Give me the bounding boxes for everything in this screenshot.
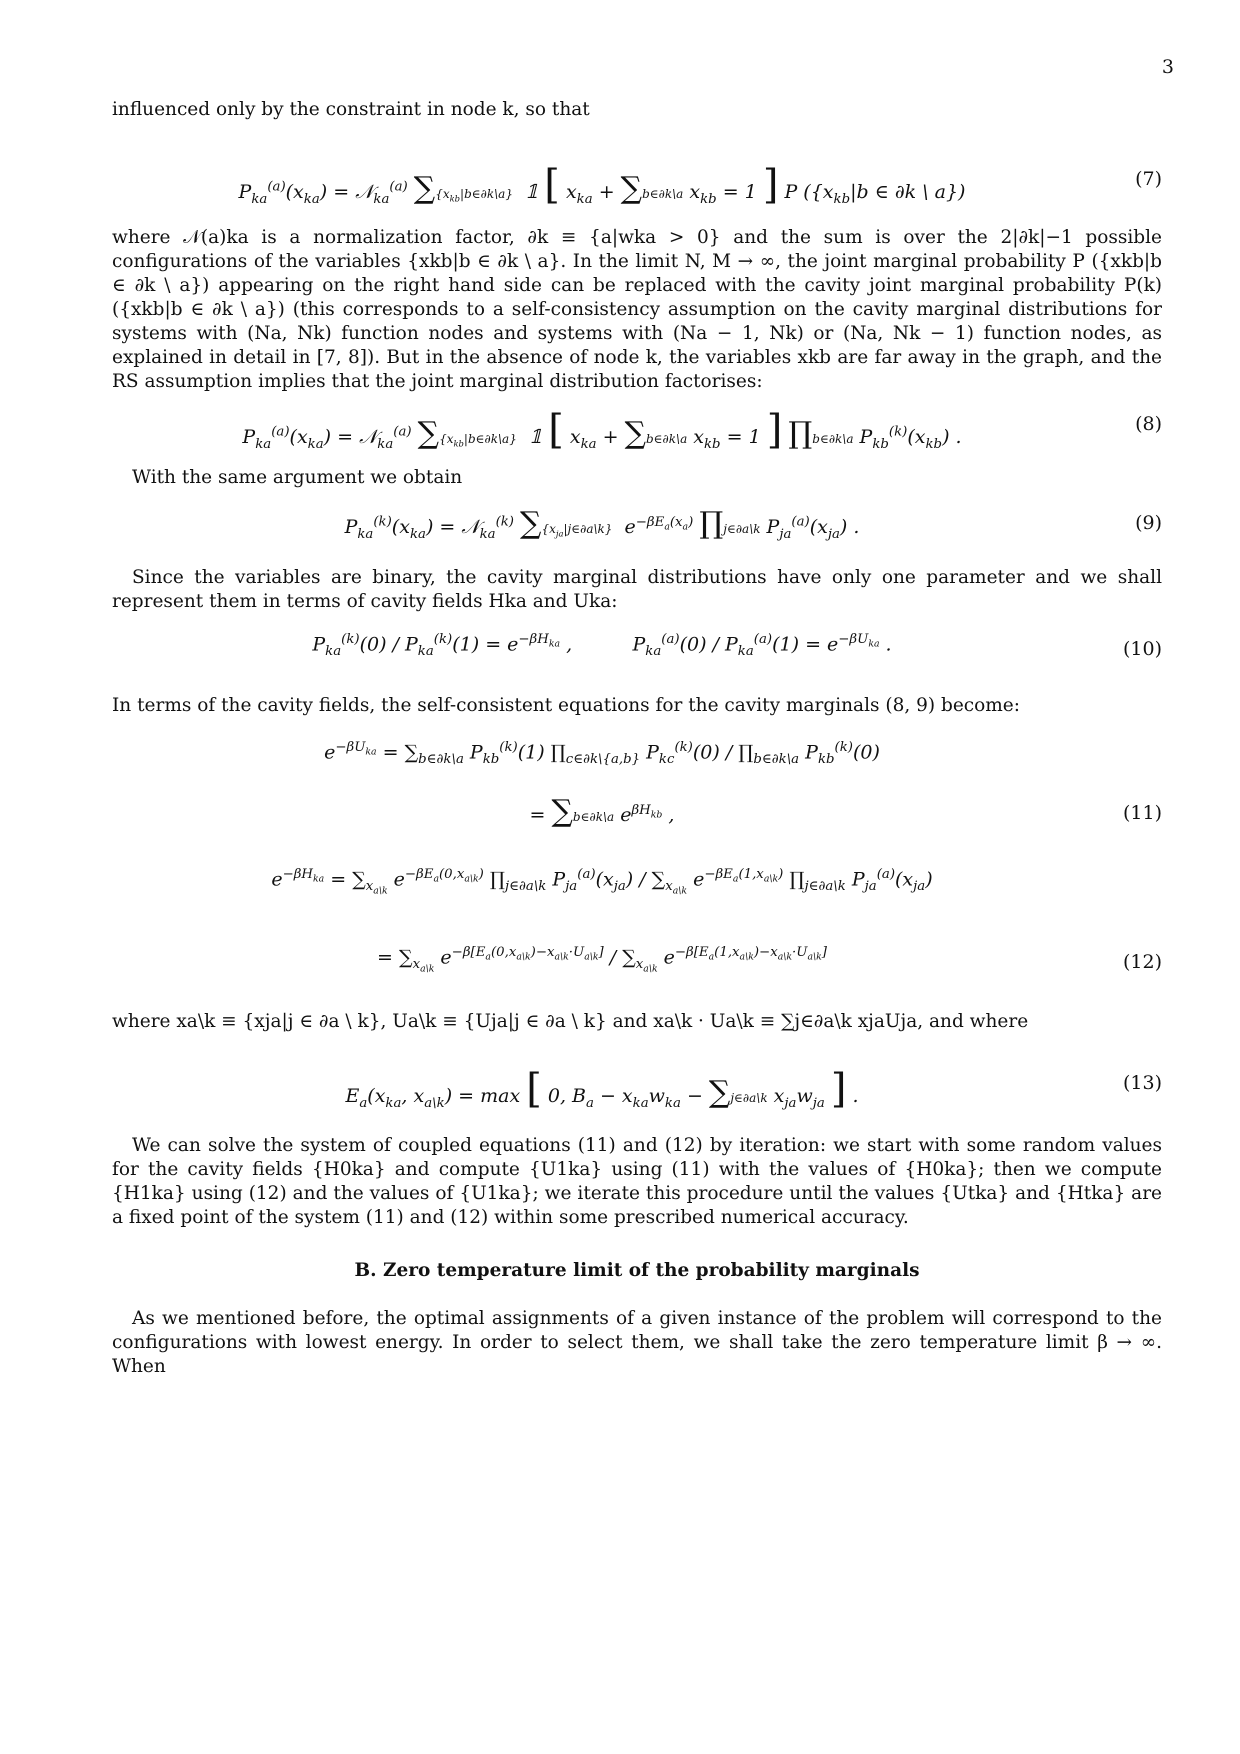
paragraph-iteration: We can solve the system of coupled equations (11) and (12) by iteration: we start with some random values for the cavity fields {H0ka} and compute {U1ka} using (11) with the values of {H0ka}; then we compute {H1ka} using (12) and the values of {U1ka}; we iterate this procedure until the values {Utka} and {Htka} are a fixed point of the system (11) and (12) within some prescribed numerical accuracy. (112, 1135, 1162, 1228)
equation-8 (112, 395, 1162, 465)
equation-10-body: $P_{ka}^{(k)}(0) / P_{ka}^{(k)}(1) = e^{-\beta H_{ka}}$ , $P_{ka}^{(a)}(0) / P_{ka}^{(a)}(1) = e^{-\beta U_{ka}}$ . (312, 632, 892, 660)
equation-11-line-1: $e^{-\beta U_{ka}} = \sum_{b\in\partial k\backslash a}$ $P_{kb}^{(k)}(1)$ $\prod_{c\in\partial k\backslash\{a,b\}}$ $P_{kc}^{(k)}(0)$ / $\prod_{b\in\partial k\backslash a}$ $P_{kb}^{(k)}(0)$ (324, 740, 880, 768)
equation-12 (112, 855, 1162, 1005)
equation-12-number: (12) (1122, 951, 1162, 973)
equation-13-number: (13) (1122, 1072, 1162, 1094)
equation-10 (112, 622, 1162, 688)
equation-13 (112, 1050, 1162, 1130)
paragraph-cavity-fields: In terms of the cavity fields, the self-consistent equations for the cavity marginals (8, 9) become: (112, 695, 1020, 716)
equation-9-number: (9) (1135, 512, 1162, 534)
equation-7-body: $P_{ka}^{(a)}(x_{ka})$ = 𝒩$_{ka}^{(a)}$ $\sum\{x_{kb}|b\in\partial k\backslash a\}$ 𝟙 [ $x_{ka}$ + ∑b∈∂k\a $x_{kb} = 1$ ] P ({$x_{kb}|b$ ∈ ∂k \ a}) (238, 162, 966, 208)
equation-11-number: (11) (1122, 802, 1162, 824)
equation-12-line-2: = $\sum_{x_{a\backslash k}}$ $e^{-\beta[E_a(0,x_{a\backslash k})-x_{a\backslash k}\cdot U_{a\backslash k}]} / \sum_{x_{a\backslash k}}$ $e^{-\beta[E_a(1,x_{a\backslash k})-x_{a\backslash k}\cdot U_{a\backslash k}]}$ (377, 945, 827, 975)
paragraph-definitions: where xa\k ≡ {xja|j ∈ ∂a \ k}, Ua\k ≡ {Uja|j ∈ ∂a \ k} and xa\k · Ua\k ≡ ∑j∈∂a\k xjaUja, and where (112, 1011, 1029, 1032)
equation-8-body: $P_{ka}^{(a)}(x_{ka})$ = 𝒩$_{ka}^{(a)}$ $\sum\{x_{kb}|b\in\partial k\backslash a\}$ 𝟙 [ $x_{ka}$ + ∑b∈∂k\a $x_{kb} = 1$ ] ∏b∈∂k\a $P_{kb}^{(k)}(x_{kb})$ . (242, 407, 962, 453)
equation-8-number: (8) (1135, 413, 1162, 435)
page-number: 3 (1161, 56, 1174, 78)
equation-13-body: $E_a(x_{ka}$, $x_{a\backslash k}) = \max$ [ 0, $B_a - x_{ka}w_{ka}$ − ∑j∈∂a\k $x_{ja}w_{ja}$ ] . (345, 1066, 859, 1112)
equation-11 (112, 730, 1162, 850)
section-title: B. Zero temperature limit of the probability marginals (354, 1260, 920, 1281)
paragraph-zero-temperature: As we mentioned before, the optimal assignments of a given instance of the problem will correspond to the configurations with lowest energy. In order to select them, we shall take the zero temperature limit β → ∞. When (112, 1308, 1162, 1377)
paragraph-normalization: where 𝒩(a)ka is a normalization factor, ∂k ≡ {a|wka > 0} and the sum is over the 2|∂k|−1 possible configurations of the variables {xkb|b ∈ ∂k \ a}. In the limit N, M → ∞, the joint marginal probability P ({xkb|b ∈ ∂k \ a}) appearing on the right hand side can be replaced with the cavity joint marginal probability P(k) ({xkb|b ∈ ∂k \ a}) (this corresponds to a self-consistency assumption on the cavity marginal distributions for systems with (Na, Nk) function nodes and systems with (Na − 1, Nk) or (Na, Nk − 1) function nodes, as explained in detail in [7, 8]). But in the absence of node k, the variables xkb are far away in the graph, and the RS assumption implies that the joint marginal distribution factorises: (112, 227, 1162, 392)
equation-11-line-2: = ∑b∈∂k\a $e^{\beta H_{kb}}$ , (529, 794, 675, 829)
paragraph-same-argument: With the same argument we obtain (132, 467, 463, 488)
equation-10-number: (10) (1122, 638, 1162, 660)
equation-9 (112, 498, 1162, 558)
equation-7 (112, 150, 1162, 220)
paragraph-intro: influenced only by the constraint in node k, so that (112, 99, 590, 120)
equation-9-body: $P_{ka}^{(k)}(x_{ka})$ = 𝒩$_{ka}^{(k)}$ $\sum\{x_{ja}|j\in\partial a\backslash k\}$ $e^{-\beta E_a(x_a)}$ ∏j∈∂a\k $P_{ja}^{(a)}(x_{ja})$ . (344, 506, 860, 542)
paragraph-binary-variables: Since the variables are binary, the cavity marginal distributions have only one parameter and we shall represent them in terms of cavity fields Hka and Uka: (112, 567, 1162, 612)
equation-7-number: (7) (1135, 168, 1162, 190)
equation-12-line-1: $e^{-\beta H_{ka}} = \sum_{x_{a\backslash k}}$ $e^{-\beta E_a(0,x_{a\backslash k})}$ $\prod_{j\in\partial a\backslash k}$ $P_{ja}^{(a)}(x_{ja}) / \sum_{x_{a\backslash k}}$ $e^{-\beta E_a(1,x_{a\backslash k})}$ $\prod_{j\in\partial a\backslash k}$ $P_{ja}^{(a)}(x_{ja})$ (271, 867, 933, 897)
